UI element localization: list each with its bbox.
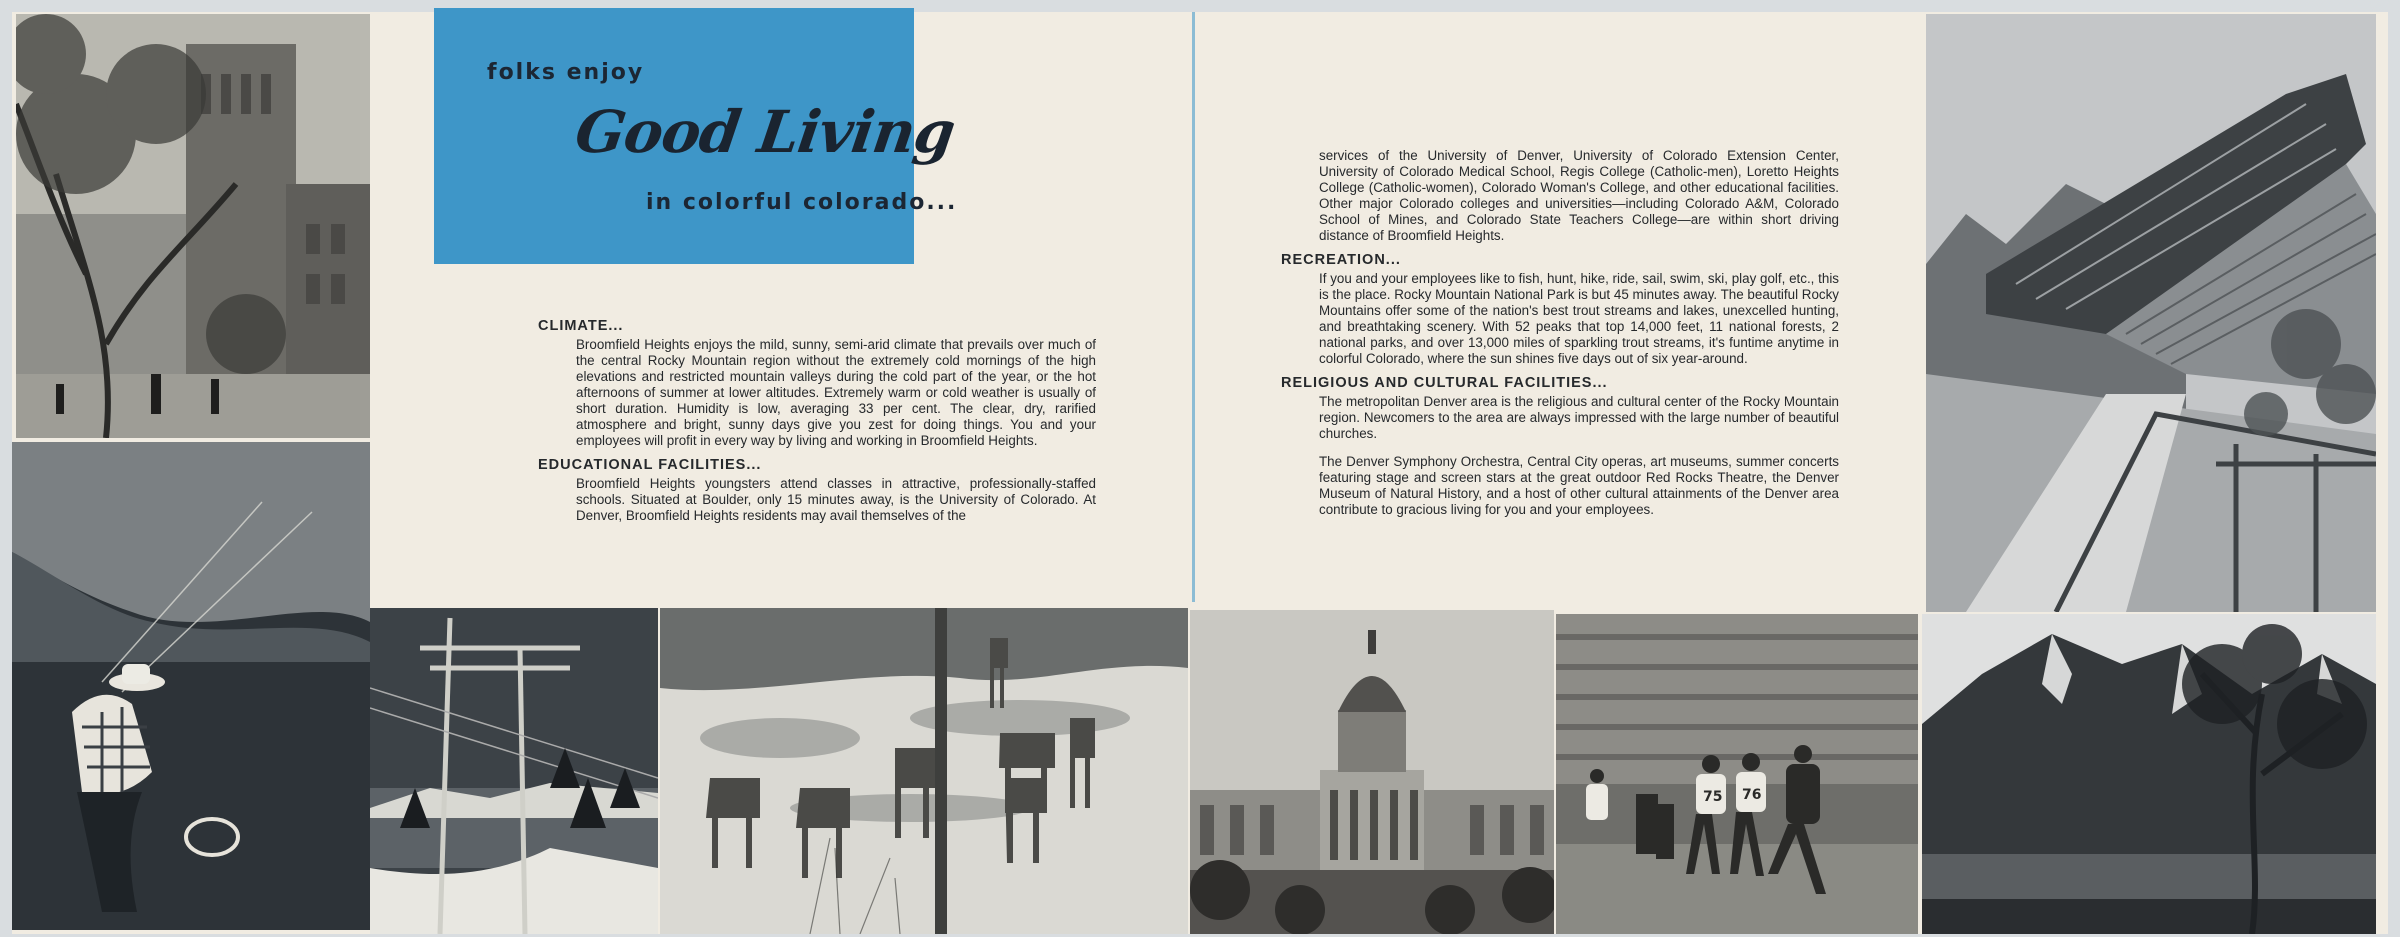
deer-in-snow-photo bbox=[660, 608, 1188, 934]
left-text-column bbox=[538, 318, 1096, 532]
header-subtitle: in colorful colorado... bbox=[646, 190, 958, 215]
religious-heading: RELIGIOUS AND CULTURAL FACILITIES... bbox=[1281, 375, 1608, 391]
religious-text-1: The metropolitan Denver area is the religious and cultural center of the Rocky Mountain region. Newcomers to the area are always impressed with the large number of beautiful churches. bbox=[1319, 394, 1839, 441]
recreation-heading: RECREATION... bbox=[1281, 252, 1401, 268]
ski-lift-photo bbox=[370, 608, 658, 934]
education-text-continued: services of the University of Denver, University of Colorado Extension Center, University of Colorado Medical School, Regis College (Catholic-men), Loretto Heights College (Catholic-women), Colorado Woman's College, and other educational facilities. Other major Colorado colleges and universities—including Colorado A&M, Colorado School of Mines, and Colorado State Teachers College—are within short driving distance of Broomfield Heights. bbox=[1319, 148, 1839, 243]
football-game-photo bbox=[1556, 614, 1918, 934]
fly-fishing-photo bbox=[12, 442, 370, 930]
mountain-lake-photo bbox=[1922, 614, 2376, 934]
jersey-75: 75 bbox=[1703, 789, 1723, 805]
right-text-column bbox=[1281, 148, 1839, 526]
recreation-text: If you and your employees like to fish, hunt, hike, ride, sail, swim, ski, play golf, etc., this is the place. Rocky Mountain National Park is but 45 minutes away. The beautiful Rocky Mountains offer some of the nation's best trout streams and lakes, unexcelled hunting, and breathtaking scenery. With 52 peaks that top 14,000 feet, 11 national forests, 2 national parks, and over 13,000 miles of sparkling trout streams, it's funtime anytime in colorful Colorado, where the sun shines five days out of six year-around. bbox=[1319, 271, 1839, 366]
page-fold bbox=[1192, 12, 1195, 602]
campus-photo bbox=[16, 14, 370, 438]
education-text: Broomfield Heights youngsters attend classes in attractive, professionally-staffed schools. Situated at Boulder, only 15 minutes away, is the University of Colorado. At Denver, Broomfield Heights residents may avail themselves of the bbox=[576, 476, 1096, 523]
religious-text-2: The Denver Symphony Orchestra, Central City operas, art museums, summer concerts featuring stage and screen stars at the great outdoor Red Rocks Theatre, the Denver Museum of Natural History, and a host of other cultural attainments of the Denver area contribute to gracious living for you and your employees. bbox=[1319, 454, 1839, 517]
state-capitol-photo bbox=[1190, 610, 1554, 934]
header-kicker: folks enjoy bbox=[487, 60, 645, 85]
jersey-76: 76 bbox=[1742, 787, 1762, 803]
climate-heading: CLIMATE... bbox=[538, 318, 624, 334]
climate-text: Broomfield Heights enjoys the mild, sunny, semi-arid climate that prevails over much of the central Rocky Mountain region without the extremely cold mornings of the high elevations and restricted mountain valleys during the cold part of the year, or the hot afternoons of summer at lower altitudes. Extremely warm or cold weather is usually of short duration. Humidity is low, averaging 33 per cent. The clear, dry, rarified atmosphere and bright, sunny days give you zest for doing things. You and your employees will profit in every way by living and working in Broomfield Heights. bbox=[576, 337, 1096, 448]
education-heading: EDUCATIONAL FACILITIES... bbox=[538, 457, 762, 473]
page-title: Good Living bbox=[571, 98, 959, 166]
red-rocks-amphitheatre-photo bbox=[1926, 14, 2376, 612]
